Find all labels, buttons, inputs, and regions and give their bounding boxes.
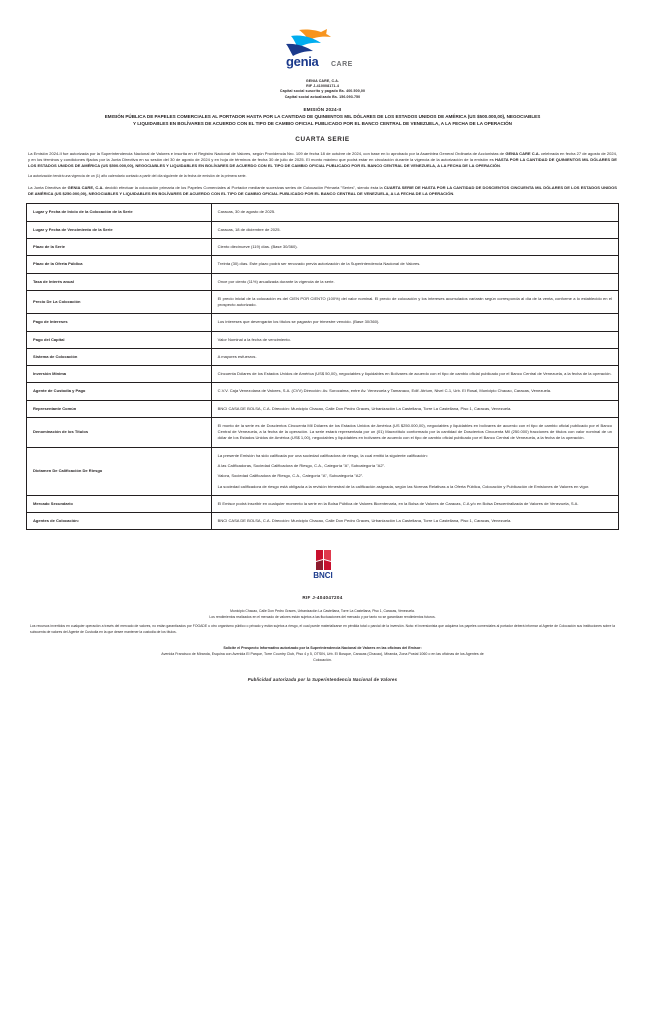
intro-p3-e: DE HASTA POR LA CANTIDAD DE DOSCIENTOS CINCUENTA MIL DÓLARES DE LOS ESTADOS UNIDOS DE AMÉRICA (US $250.000,00), NEGOCIABLES Y LIQUIDABLES EN BOLÍVARES DE ACUERDO CON EL TIPO DE CAMBIO OFICIAL PUBLICADO POR EL BANCO CENTRAL DE VENEZUELA, A LA FECHA DE LA OPERACIÓN [28, 184, 617, 197]
intro-p3-a: La Junta Directiva de [28, 184, 68, 190]
table-row [27, 331, 619, 348]
footer-solicite-line3: Colocación. [313, 658, 332, 663]
row-label: Dictamen De Calificación De Riesgo [27, 447, 212, 495]
bnci-logo-container [26, 548, 619, 585]
row-label: Pago de Intereses [27, 314, 212, 331]
row-label: Precio De La Colocación [27, 290, 212, 314]
row-label: Tasa de Interés anual [27, 273, 212, 290]
row-value-text: C.V.V. Caja Venezolana de Valores, S.A. (CVV) Dirección: Av. Sorocaima, entre Av. Venezuela y Tamanaco, Edif. Atrium, Nivel C-1, Urb. El Rosal, Municipio Chacao, Caracas, Venezuela. [217, 388, 552, 394]
row-label: Agente de Custodia y Pago [27, 383, 212, 400]
table-row [27, 417, 619, 447]
table-row [27, 256, 619, 273]
row-value-text: Caracas, 18 de diciembre de 2025. [217, 226, 281, 232]
issuer-block [26, 79, 619, 100]
intro-p3-c: decidió efectuar la colocación primaria de los Papeles Comerciales al Portador mediante sucesivas series de Colocación Primaria "Series", siendo ésta la [103, 184, 384, 190]
bnci-logo [300, 548, 346, 580]
intro-p1-a: La Emisión 2024-II fue autorizada por la Superintendencia Nacional de Valores e inscrita en el Registro Nacional de Valores, según Providencia Nro. 109 de fecha 18 de octubre de 2024, con base en lo aprobado por la Asamblea General Ordinaria de Accionistas de [28, 150, 506, 156]
row-value-text: Valora, Sociedad Calificadora de Riesgo, C.A., Categoría "A", Subcategoría "A2". [217, 473, 364, 479]
row-value [211, 383, 618, 400]
issuer-line: Capital social actualizado Bs. 156.093.750 [284, 94, 361, 99]
row-label: Representante Común [27, 400, 212, 417]
row-value-text: El Emisor podrá inscribir en cualquier momento la serie en la Bolsa Pública de Valores Bicentenaria, en la Bolsa de Valores de Caracas, C.A y/o en Bolsa Descentralizada de Valores de Venezuela, S.A. [217, 500, 579, 506]
footer-note-1: Los rendimientos realizados en el mercado de valores están sujetos a las fluctuaciones del mercado y por tanto no se garantizan rendimientos futuros. [209, 614, 436, 619]
issuer-line: GENIA CARE, C.A. [305, 79, 340, 83]
footer-address: Municipio Chacao, Calle Don Pedro Graces, Urbanización La Castellana, Torre La Castellana, Piso 1, Caracas, Venezuela. [230, 609, 415, 614]
footer-solicite [26, 645, 619, 663]
row-label: Plazo de la Oferta Pública [27, 256, 212, 273]
row-value-text: Cincuenta Dólares de los Estados Unidos de América (US$ 50,00), negociables y liquidables en Bolívares de acuerdo con el tipo de cambio oficial publicado por el Banco Central de Venezuela, a la fecha de la operación. [217, 371, 612, 377]
genia-care-logo [269, 26, 377, 70]
row-value-text: A las Calificadoras, Sociedad Calificadora de Riesgo, C.A., Categoría "A", Subcategoría "A2". [217, 463, 386, 468]
logo-container [26, 26, 619, 75]
table-row [27, 239, 619, 256]
intro-p3-f: . [453, 191, 455, 197]
terms-table [26, 203, 619, 530]
row-value [211, 331, 618, 348]
bnci-logo-icon [300, 548, 346, 580]
intro-p3-b: GENIA CARE, C.A. [67, 184, 104, 190]
intro-p1-c: celebrada en fecha 27 de agosto de 2024, y en los términos y condiciones fijados por la Junta Directiva en su sesión del 30 de agosto de 2024 y en hoja de términos de fecha 30 de julio de 2025. El monto máximo que podrá estar en circulación durante la vigencia de la autorización de la emisión es [28, 150, 617, 162]
row-label: Denominación de los Títulos [27, 417, 212, 447]
intro-p1-d: HASTA POR LA CANTIDAD DE QUINIENTOS MIL DÓLARES DE LOS ESTADOS UNIDOS DE AMÉRICA (US $500.000,00), NEGOCIABLES Y LIQUIDABLES EN BOLÍVARES DE ACUERDO CON EL TIPO DE CAMBIO OFICIAL PUBLICADO POR EL BANCO CENTRAL DE VENEZUELA, A LA FECHA DE LA OPERACIÓN [28, 156, 617, 169]
table-row [27, 366, 619, 383]
emision-subtitle-line1: EMISIÓN PÚBLICA DE PAPELES COMERCIALES AL PORTADOR HASTA POR LA CANTIDAD DE QUINIENTOS MIL DÓLARES DE LOS ESTADOS UNIDOS DE AMÉRICA (US $500.000,00), NEGOCIABLES [104, 113, 541, 119]
row-value [211, 417, 618, 447]
table-row [27, 204, 619, 221]
row-label: Pago del Capital [27, 331, 212, 348]
issuer-line: Capital social suscrito y pagado Bs. 400.500,00 [279, 89, 366, 94]
row-value-text: A mayores esfuerzos. [217, 353, 257, 359]
intro-paragraph-3 [26, 185, 619, 198]
row-label: Sistema de Colocación [27, 348, 212, 365]
row-label: Plazo de la Serie [27, 239, 212, 256]
row-value-text: El precio inicial de la colocación es del CIEN POR CIENTO (100%) del valor nominal. El precio de colocación y los intereses acumulados variarán según corresponda al día de la venta, conforme a lo establecido en el prospecto autorizado. [217, 295, 612, 308]
footer-publicidad: Publicidad autorizada por la Superintendencia Nacional de Valores [247, 677, 398, 683]
intro-p1-e: . [499, 163, 502, 169]
row-label: Mercado Secundario [27, 495, 212, 512]
row-value-text: Ciento diecinueve (119) días. (Base 30/360). [217, 244, 298, 250]
row-value [211, 273, 618, 290]
table-row [27, 447, 619, 495]
row-value [211, 366, 618, 383]
row-value-text: El monto de la serie es de Doscientos Cincuenta Mil Dólares de los Estados Unidos de América (US $250.000,00), negociables y liquidables en bolívares de acuerdo con el tipo de cambio oficial publicado por el Banco Central de Venezuela, a la fecha de la operación. La serie estará representada por un (01) Macrotítulo conformado por la cantidad de Doscientos Cincuenta Mil (250.000) fracciones de títulos con valor nominal de un dólar de los Estados Unidos de América (US$ 1,00), negociables y liquidables en bolívares de acuerdo con el tipo de cambio oficial publicado por el Banco Central de Venezuela, a la fecha de la operación. [217, 422, 612, 441]
row-value [211, 447, 618, 495]
intro-p1-b: GENIA CARE C.A. [505, 150, 540, 156]
table-row [27, 314, 619, 331]
row-value [211, 221, 618, 238]
row-value [211, 348, 618, 365]
table-row [27, 513, 619, 530]
svg-text:genia: genia [285, 54, 318, 69]
row-label: Lugar y Fecha de Inicio de la Colocación de la Serie [27, 204, 212, 221]
row-value-text: Once por ciento (11%) anualizada durante la vigencia de la serie. [217, 278, 335, 284]
intro-paragraph-1 [26, 151, 619, 170]
row-value [211, 239, 618, 256]
row-value [211, 290, 618, 314]
table-row [27, 495, 619, 512]
table-row [27, 221, 619, 238]
table-row [27, 290, 619, 314]
row-value [211, 314, 618, 331]
row-value-text: Valor Nominal a la fecha de vencimiento. [217, 336, 291, 342]
emision-subtitle-line2: Y LIQUIDABLES EN BOLÍVARES DE ACUERDO CON EL TIPO DE CAMBIO OFICIAL PUBLICADO POR EL BANCO CENTRAL DE VENEZUELA, A LA FECHA DE LA OPERACIÓN [132, 120, 512, 126]
row-value-text: La presente Emisión ha sido calificada por una sociedad calificadora de riesgo, la cual emitió la siguiente calificación: [217, 452, 428, 458]
row-label: Lugar y Fecha de Vencimiento de la Serie [27, 221, 212, 238]
footer-note-2: Los recursos invertidos en cualquier operación a través del mercado de valores, no están garantizados por FOGADE u otro organismo público o privado y están sujetos a riesgo, el cual puede materializarse en pérdida total o parcial de la inversión. Nota: el inversionista que adquiera los papeles comerciales al portador deberá informar al Agente de Colocación sus instituciones sobre la subcuenta de valores del Agente de Custodia en la que desee mantener la custodia de los títulos. [30, 624, 615, 634]
row-value-text: La sociedad calificadora de riesgo está obligada a la revisión trimestral de la calificación asignada, según las Normas Relativas a la Oferta Pública, Colocación y Publicación de Emisiones de Valores en vigor. [217, 483, 590, 489]
genia-care-logo-icon [269, 26, 377, 70]
row-label: Agentes de Colocación: [27, 513, 212, 530]
footer-solicite-strong: Solicite el Prospecto Informativo autorizado por la Superintendencia Nacional de Valores en las oficinas del Emisor: [223, 646, 422, 651]
emision-title: EMISIÓN 2024-II [303, 106, 342, 112]
row-value-text: Treinta (30) días. Este plazo podrá ser renovado previa autorización de la Superintendencia Nacional de Valores. [217, 261, 421, 267]
row-value [211, 204, 618, 221]
row-label: Inversión Mínima [27, 366, 212, 383]
svg-text:CARE: CARE [330, 61, 353, 68]
row-value [211, 513, 618, 530]
intro-p3-d: CUARTA SERIE [383, 184, 414, 190]
row-value [211, 256, 618, 273]
table-row [27, 400, 619, 417]
svg-text:BNCI: BNCI [312, 571, 333, 581]
row-value [211, 400, 618, 417]
table-row [27, 348, 619, 365]
rif-text: RIF J-404047204 [302, 595, 343, 601]
emision-subtitle [26, 114, 619, 128]
row-value [211, 495, 618, 512]
row-value-text: BNCI CASA DE BOLSA, C.A. Dirección: Municipio Chacao, Calle Don Pedro Graces, Urbanización La Castellana, Torre La Castellana, Piso 1, Caracas, Venezuela. [217, 518, 512, 524]
table-row [27, 273, 619, 290]
row-value-text: Caracas, 30 de agosto de 2025. [217, 209, 276, 215]
table-row [27, 383, 619, 400]
serie-title: CUARTA SERIE [295, 135, 350, 143]
issuer-line: RIF J-410008171-4 [306, 84, 339, 89]
row-value-text: Los intereses que devengarán los títulos se pagarán por trimestre vencido. (Base 30/360). [217, 319, 380, 325]
row-value-text: BNCI CASA DE BOLSA, C.A. Dirección: Municipio Chacao, Calle Don Pedro Graces, Urbanización La Castellana, Torre La Castellana, Piso 1, Caracas, Venezuela. [217, 405, 512, 411]
footer-solicite-line2: Avenida Francisco de Miranda, Esquina con Avenida El Parque, Torre Country Club, Piso 4 y 5, OTSIN, Urb. El Bosque, Caracas (Chacao), Miranda, Zona Postal 1060 o en las oficinas de los Agentes de [161, 652, 484, 657]
intro-paragraph-2: La autorización tendrá una vigencia de un (1) año calendario contado a partir del día siguiente de la fecha de emisión de la primera serie. [28, 174, 247, 179]
